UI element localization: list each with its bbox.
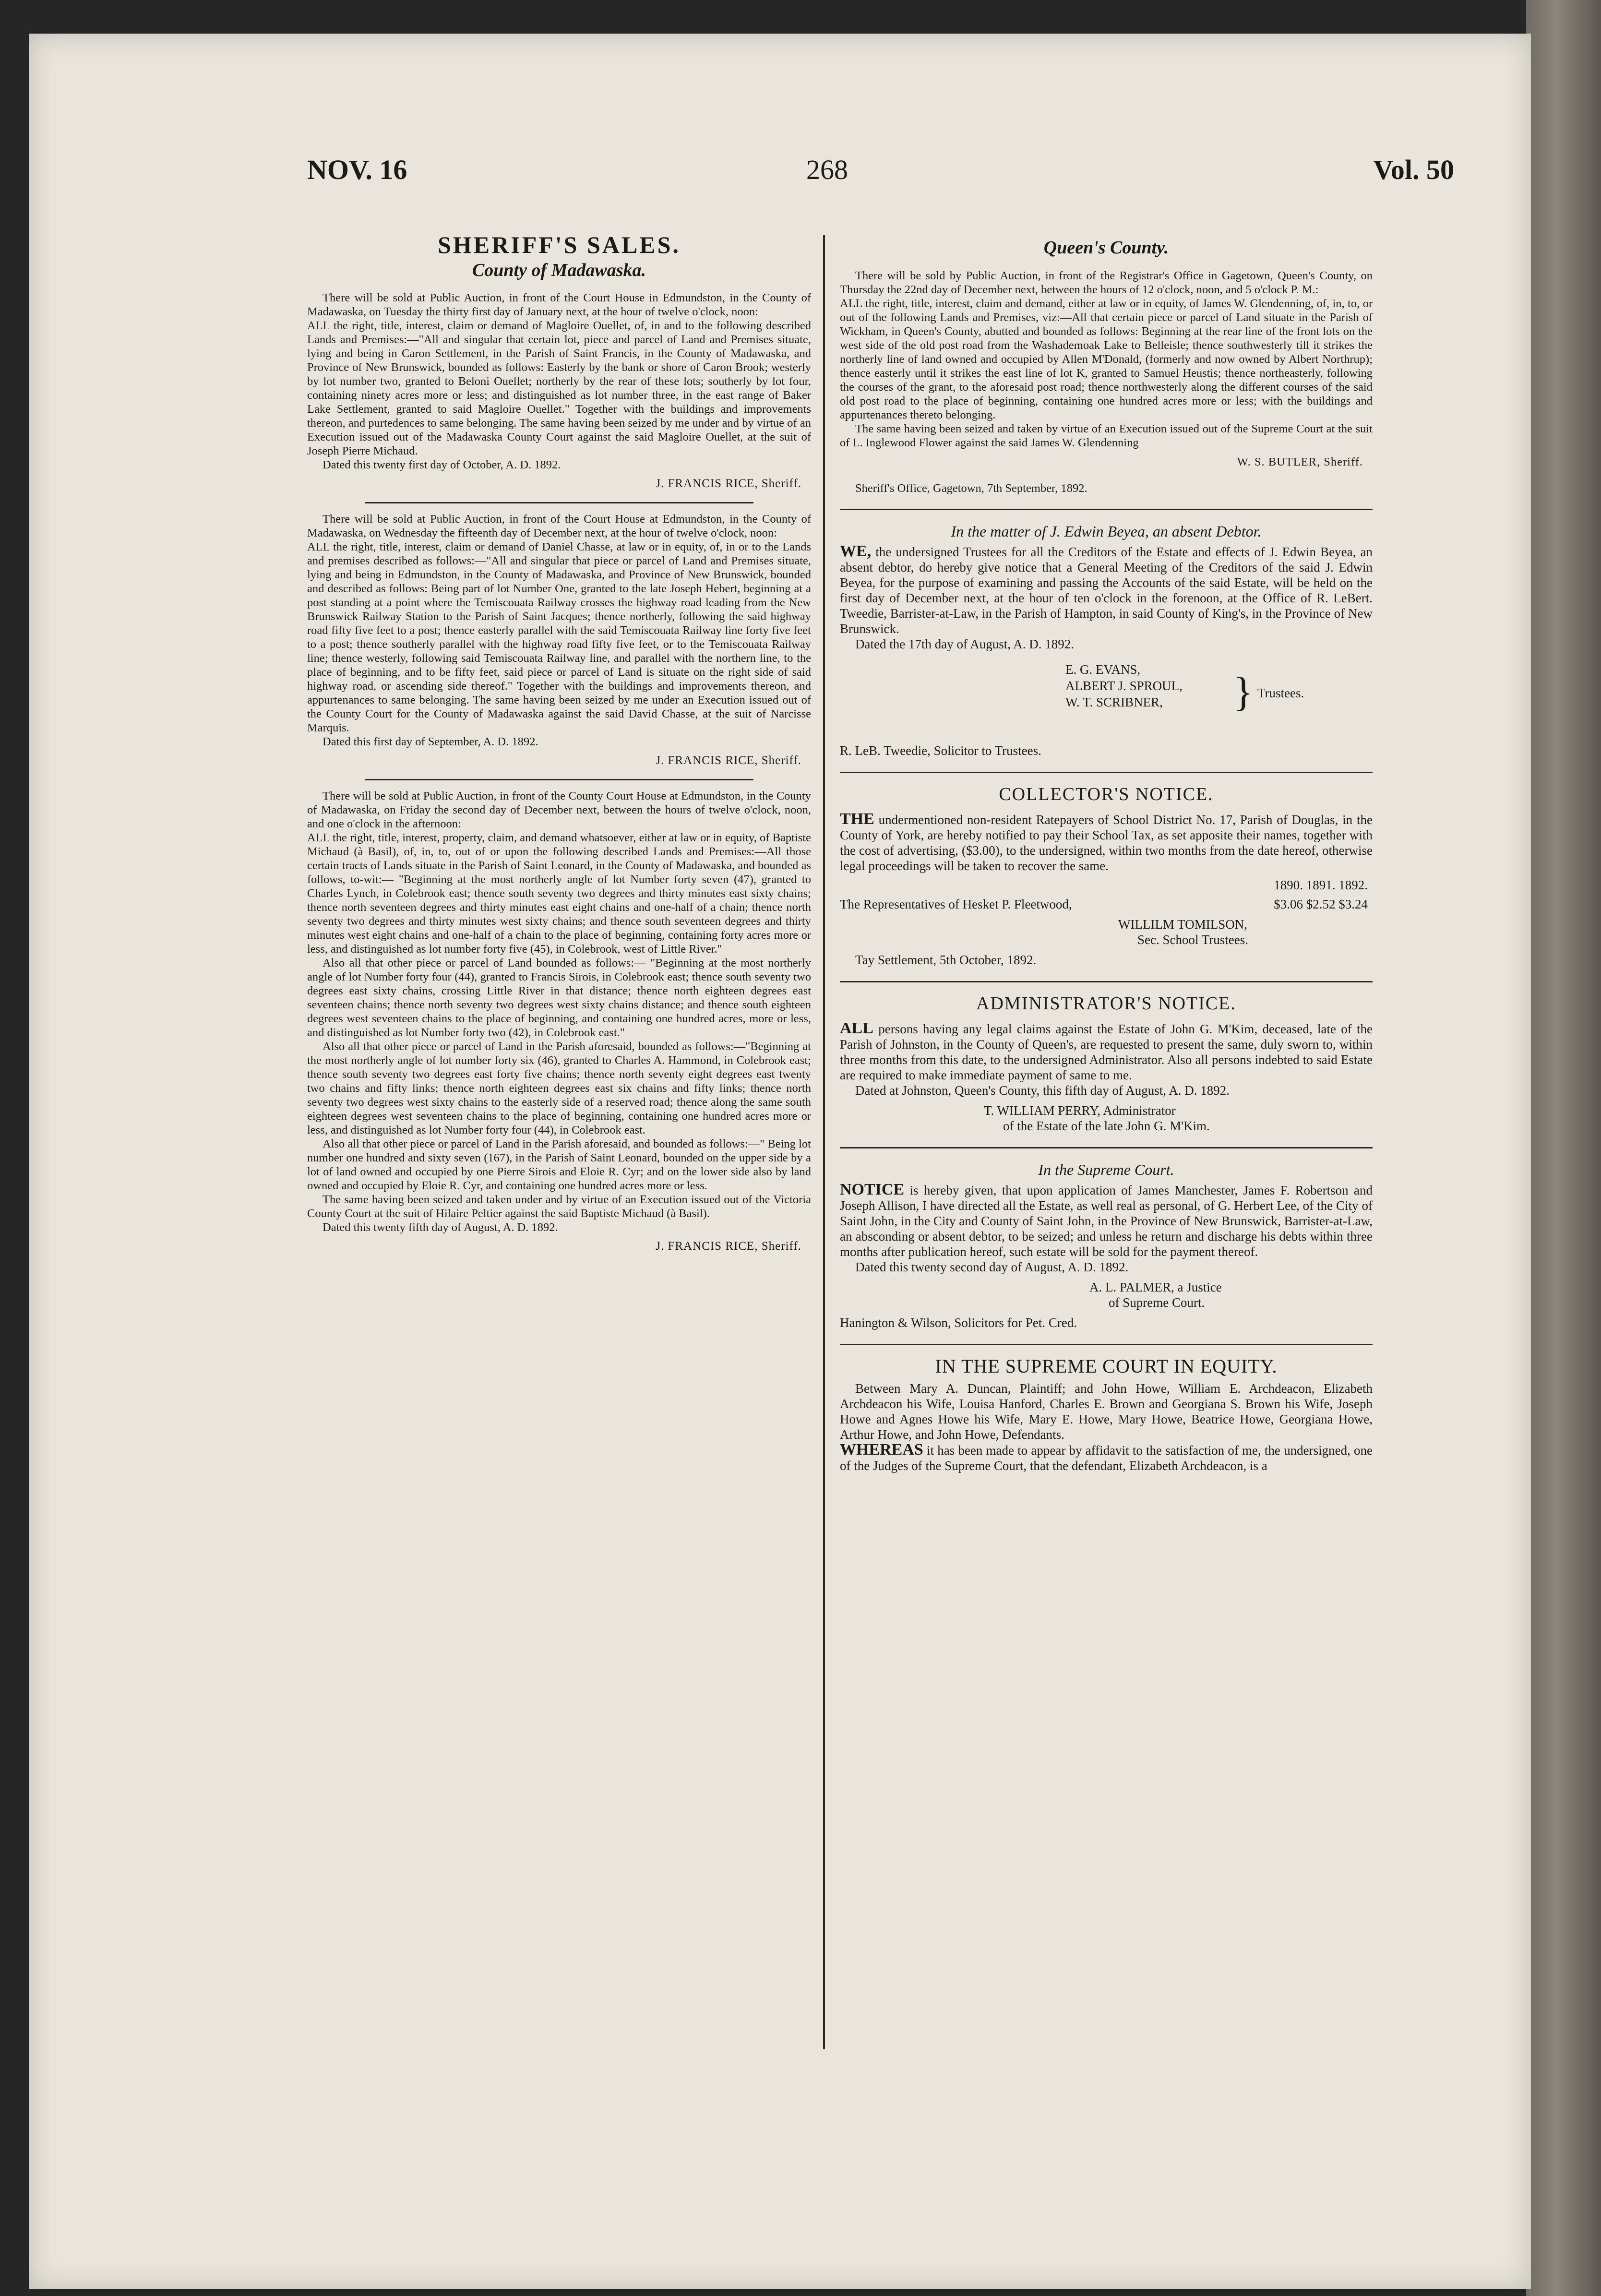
divider <box>365 502 753 503</box>
lead-word: WHEREAS <box>840 1441 923 1459</box>
collector-title: COLLECTOR'S NOTICE. <box>999 784 1214 804</box>
trustee-name: W. T. SCRIBNER, <box>1065 695 1163 709</box>
solicitor-line: Hanington & Wilson, Solicitors for Pet. Cred. <box>840 1315 1077 1330</box>
notice-heading: In the Supreme Court. <box>1038 1161 1174 1178</box>
notice-dated: Dated this twenty fifth day of August, A. D. 1892. <box>323 1221 558 1234</box>
left-column <box>307 231 811 1265</box>
signer-title: of Supreme Court. <box>1109 1295 1205 1310</box>
signer-title: of the Estate of the late John G. M'Kim. <box>1003 1119 1210 1133</box>
solicitor-line: R. LeB. Tweedie, Solicitor to Trustees. <box>840 743 1041 758</box>
notice-dated: Dated this twenty first day of October, A. D. 1892. <box>323 458 561 471</box>
page-header <box>307 154 1454 192</box>
notice-body: ALL the right, title, interest, property, claim, and demand whatsoever, either at law or in equity, of Baptiste Michaud (à Basil), of, in, to, out of or upon the following described Lands and Premises:—All those certain tracts of Lands situate in the Parish of Saint Leonard, in the County of Madawaska, and bounded as follows, to-wit:— "Beginning at the most northerly angle of lot Number forty seven (47), granted to Charles Lynch, in Colebrook east; thence south seventy two degrees and thirty minutes east sixty chains; thence north seventeen degrees and thirty minutes east eight chains and one-half of a chain; thence north seventy two degrees and thirty minutes west sixty chains; and thence south seventeen degrees and thirty minutes west eight chains and one-half of a chain to the place of beginning, containing forty acres more or less, and distinguished as lot number forty five (45), in Colebrook, west of Little River." <box>307 831 811 956</box>
trustee-name: E. G. EVANS, <box>1065 662 1141 677</box>
right-column <box>840 235 1373 1473</box>
justice-signature <box>1089 1280 1373 1310</box>
notice-heading: In the matter of J. Edwin Beyea, an absent Debtor. <box>951 523 1262 540</box>
notice-body: ALL the right, title, interest, claim and demand, either at law or in equity, of James W. Glendenning, of, in, to, or out of the following Lands and Premises, viz:—All that certain piece or parcel of Land situate in the Parish of Wickham, in Queen's County, abutted and bounded as follows: Beginning at the rear line of the front lots on the west side of the old post road from the Washademoak Lake to Belleisle; thence southwesterly till it strikes the northerly line of land owned and occupied by Allen M'Donald, (formerly and now owned by Albert Northrup); thence easterly until it strikes the east line of lot K, granted to Samuel Heustis; thence northeasterly, following the courses of the grant, to the aforesaid post road; thence northwesterly along the different courses of the said old post road to the place of beginning, containing one hundred acres more or less; with the buildings and appurtenances thereto belonging. <box>840 297 1373 421</box>
notice-body: Also all that other piece or parcel of Land bounded as follows:— "Beginning at the most northerly angle of lot Number forty four (44), granted to Francis Sirois, in Colebrook east; thence south seventy two degrees east sixty chains, crossing Little River in that distance; thence north eighteen degrees east seventeen chains; thence north seventy two degrees west sixty chains distance; and thence south eighteen degrees west seventeen chains to the place of beginning, and containing one hundred acres, more or less, and distinguished as lot Number forty two (42), in Colebrook east." <box>307 957 811 1039</box>
place-date: Tay Settlement, 5th October, 1892. <box>855 953 1037 967</box>
notice-body: Also all that other piece or parcel of Land in the Parish aforesaid, and bounded as follows:—" Being lot number one hundred and sixty seven (167), in the Parish of Saint Leonard, bounded on the upper side by a lot of land owned and occupied by one Pierre Sirois and Eloie R. Cyr; and on the lower side also by land owned and occupied by Eloie R. Cyr, and containing one hundred acres more or less. <box>307 1137 811 1192</box>
notice-signature: W. S. BUTLER, Sheriff. <box>1237 455 1363 468</box>
divider <box>840 981 1373 982</box>
ratepayer-name: The Representatives of Hesket P. Fleetwood, <box>840 897 1072 911</box>
divider <box>840 1147 1373 1148</box>
notice-signature: J. FRANCIS RICE, Sheriff. <box>656 754 801 767</box>
divider <box>365 779 753 780</box>
issue-date: NOV. 16 <box>307 154 407 185</box>
notice-dated: Dated the 17th day of August, A. D. 1892. <box>855 637 1074 651</box>
signer-title: Sec. School Trustees. <box>1137 933 1249 947</box>
lead-word: NOTICE <box>840 1181 905 1198</box>
lead-word: THE <box>840 810 874 828</box>
notice-body: persons having any legal claims against the Estate of John G. M'Kim, deceased, late of the Parish of Johnston, in the County of Queen's, are requested to present the same, duly sworn to, within three months from this date, to the undersigned Administrator. Also all persons indebted to said Estate are required to make immediate payment of same to me. <box>840 1022 1373 1082</box>
administrator-signature <box>984 1103 1373 1134</box>
notice-body: it has been made to appear by affidavit to the satisfaction of me, the undersigned, one of the Judges of the Supreme Court, that the defendant, Elizabeth Archdeacon, is a <box>840 1443 1373 1473</box>
ratepayer-amounts: $3.06 $2.52 $3.24 <box>1274 897 1368 911</box>
collector-signature <box>1118 917 1373 947</box>
notice-body: the undersigned Trustees for all the Creditors of the Estate and effects of J. Edwin Beyea, an absent debtor, do hereby give notice that a General Meeting of the Creditors of the said J. Edwin Beyea, for the purpose of examining and passing the Accounts of the said Estate, will be held on the first day of December next, at the hour of ten o'clock in the forenoon, at the Office of R. LeBert. Tweedie, Barrister-at-Law, in the Parish of Hampton, in said County of King's, in the Province of New Brunswick. <box>840 545 1373 636</box>
newspaper-page <box>29 34 1531 2289</box>
trustee-name: ALBERT J. SPROUL, <box>1065 679 1183 693</box>
notice-body: The same having been seized and taken under and by virtue of an Execution issued out of the Victoria County Court at the suit of Hilaire Peltier against the said Baptiste Michaud (à Basil). <box>307 1193 811 1220</box>
county-heading: County of Madawaska. <box>472 260 646 280</box>
administrator-title: ADMINISTRATOR'S NOTICE. <box>976 993 1236 1014</box>
signer-name: T. WILLIAM PERRY, Administrator <box>984 1103 1176 1118</box>
lead-word: ALL <box>840 1019 873 1037</box>
trustees-block <box>840 661 1373 738</box>
notice-body: is hereby given, that upon application of James Manchester, James F. Robertson and Joseph Allison, I have directed all the Estate, as well real as personal, of G. Herbert Lee, of the City of Saint John, in the City and County of Saint John, in the Province of New Brunswick, Barrister-at-Law, an absconding or absent debtor, to be seized; and unless he return and discharge his debts within three months after publication hereof, such estate will be sold for the payment thereof. <box>840 1183 1373 1259</box>
notice-signature: J. FRANCIS RICE, Sheriff. <box>656 1240 801 1253</box>
divider <box>840 1344 1373 1345</box>
notice-intro: There will be sold at Public Auction, in front of the County Court House at Edmundston, in the County of Madawaska, on Friday the second day of December next, between the hours of twelve o'clock, noon, and one o'clock in the afternoon: <box>307 789 811 830</box>
section-title: SHERIFF'S SALES. <box>438 231 681 258</box>
signer-name: A. L. PALMER, a Justice <box>1089 1280 1222 1294</box>
notice-body: Also all that other piece or parcel of Land in the Parish aforesaid, bounded as follows:—"Beginning at the most northerly angle of lot number forty six (46), granted to Charles A. Hammond, in Colebrook east; thence south seventy two degrees east forty five chains; thence north seventy eight degrees east twenty two chains and fifty links; thence north eighteen degrees east six chains and fifty links; thence north seventy two degrees west sixty chains to the easterly side of a reserved road; thence along the same south eighteen degrees west seventeen chains to the place of beginning, containing one hundred acres more or less, and distinguished as lot Number forty four (44), in Colebrook east. <box>307 1040 811 1136</box>
notice-body: undermentioned non-resident Ratepayers of School District No. 17, Parish of Douglas, in the County of York, are hereby notified to pay their School Tax, as set apposite their names, together with the cost of advertising, ($3.00), to the undersigned, within two months from the date hereof, otherwise legal proceedings will be taken to recover the same. <box>840 813 1373 873</box>
notice-body: The same having been seized and taken by virtue of an Execution issued out of the Supreme Court at the suit of L. Inglewood Flower against the said James W. Glendenning <box>840 422 1373 449</box>
ratepayer-row <box>840 897 1373 912</box>
scanner-edge <box>1526 0 1601 2296</box>
notice-office: Sheriff's Office, Gagetown, 7th September, 1892. <box>855 482 1087 495</box>
divider <box>840 509 1373 510</box>
notice-dated: Dated this first day of September, A. D. 1892. <box>323 735 538 748</box>
volume-number: Vol. 50 <box>1373 154 1454 185</box>
tax-years: 1890. 1891. 1892. <box>1274 878 1368 892</box>
trustees-label: Trustees. <box>1257 686 1304 700</box>
county-heading: Queen's County. <box>1043 238 1169 258</box>
equity-title: IN THE SUPREME COURT IN EQUITY. <box>935 1355 1278 1377</box>
notice-signature: J. FRANCIS RICE, Sheriff. <box>656 477 801 490</box>
divider <box>840 772 1373 773</box>
brace-glyph: } <box>1233 669 1254 715</box>
notice-dated: Dated this twenty second day of August, A. D. 1892. <box>855 1260 1129 1274</box>
notice-intro: There will be sold by Public Auction, in front of the Registrar's Office in Gagetown, Queen's County, on Thursday the 22nd day of December next, between the hours of 12 o'clock, noon, and 5 o'clock P. M.: <box>840 269 1373 296</box>
signer-name: WILLILM TOMILSON, <box>1118 917 1247 932</box>
notice-body: ALL the right, title, interest, claim or demand of Daniel Chasse, at law or in equity, of, in or to the Lands and premises described as follows:—"All and singular that piece or parcel of Land and Premises situate, lying and being in Edmundston, in the County of Madawaska, and Province of New Brunswick, bounded and described as follows: Being part of lot Number One, granted to the late Joseph Hebert, beginning at a post standing at a point where the Temiscouata Railway crosses the highway road leading from the New Brunswick Railway Station to the Parish of Saint Jacques; thence northerly, following the said highway road fifty five feet to a post; thence easterly parallel with the said Temiscouata Railway line forty five feet to a post; thence southerly parallel with the highway road fifty five feet, or to the Temiscouata Railway line; thence westerly, following said Temiscouata Railway line, and parallel with the northern line, to the place of beginning, and to be fifty feet, said piece or parcel of Land is situate on the right side of said highway road, or ascending side thereof." Together with the buildings and improvements thereon, and appurtenances to same belonging. The same having been seized by me under an Execution issued out of the County Court for the County of Madawaska against the said David Chasse, at the suit of Narcisse Marquis. <box>307 540 811 734</box>
notice-intro: There will be sold at Public Auction, in front of the Court House at Edmundston, in the County of Madawaska, on Wednesday the fifteenth day of December next, at the hour of twelve o'clock, noon: <box>307 513 811 539</box>
equity-parties: Between Mary A. Duncan, Plaintiff; and John Howe, William E. Archdeacon, Elizabeth Archdeacon his Wife, Louisa Hanford, Charles E. Brown and Georgiana S. Brown his Wife, Joseph Howe and Agnes Howe his Wife, Mary E. Howe, Mary Howe, Beatrice Howe, Georgiana Howe, Arthur Howe, and John Howe, Defendants. <box>840 1381 1373 1442</box>
notice-body: ALL the right, title, interest, claim or demand of Magloire Ouellet, of, in and to the following described Lands and Premises:—"All and singular that certain lot, piece and parcel of Land and Premises situate, lying and being in Caron Settlement, in the Parish of Saint Francis, in the County of Madawaska, and Province of New Brunswick, bounded as follows: Easterly by the bank or shore of Caron Brook; westerly by lot number two, granted to Beloni Ouellet; northerly by the rear of these lots; southerly by lot four, containing ninety acres more or less; and distinguished as lot number three, in the east range of Baker Lake Settlement, granted to said Magloire Ouellet." Together with the buildings and improvements thereon, and purtedences to same belonging. The same having been seized by me under and by virtue of an Execution issued out of the Madawaska County Court against the said Magloire Ouellet, at the suit of Joseph Pierre Michaud. <box>307 319 811 457</box>
lead-word: WE, <box>840 542 872 560</box>
column-divider <box>823 235 825 2049</box>
notice-dated: Dated at Johnston, Queen's County, this fifth day of August, A. D. 1892. <box>855 1083 1230 1098</box>
notice-intro: There will be sold at Public Auction, in front of the Court House in Edmundston, in the County of Madawaska, on Tuesday the thirty first day of January next, at the hour of twelve o'clock, noon: <box>307 291 811 318</box>
page-number: 268 <box>806 154 848 185</box>
